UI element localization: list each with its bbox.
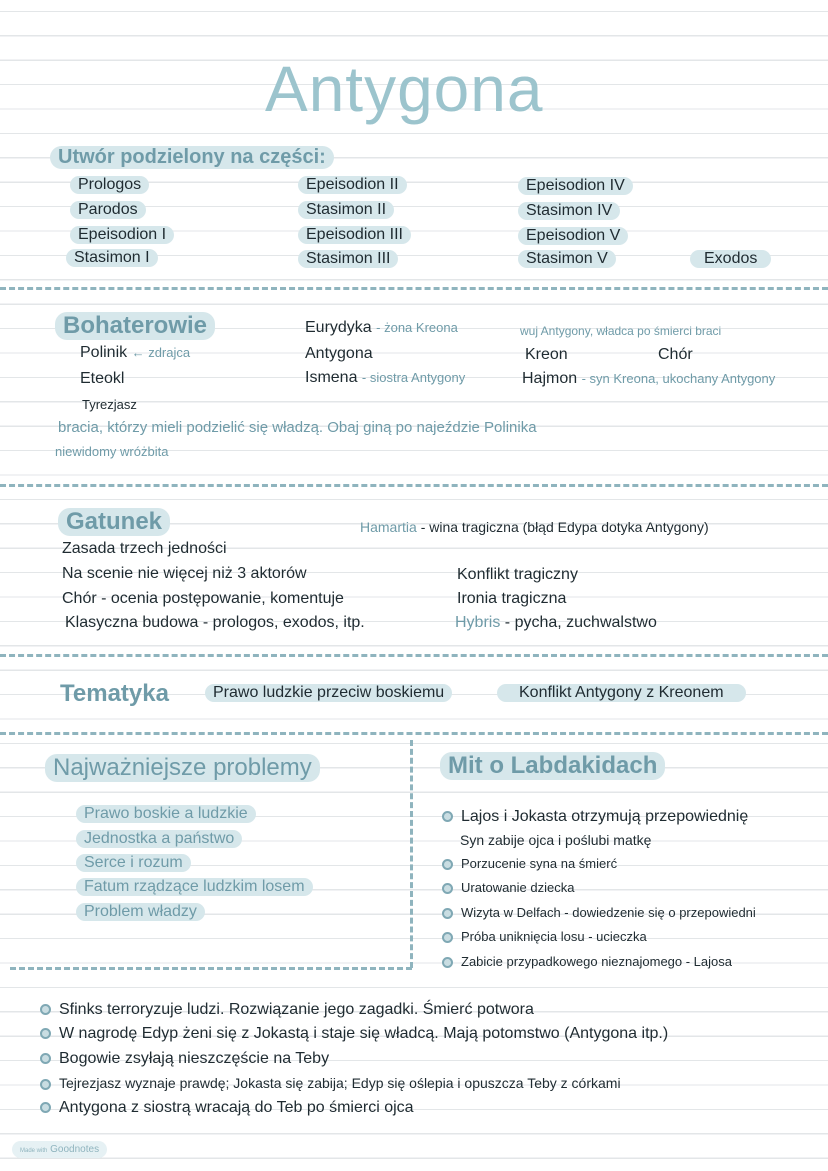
- bullet-icon: [442, 932, 453, 943]
- bullet-icon: [442, 883, 453, 894]
- myth-item: Wizyta w Delfach - dowiedzenie się o przepowiedni: [442, 905, 756, 920]
- divider: [0, 654, 828, 657]
- myth-item: Syn zabije ojca i poślubi matkę: [460, 832, 652, 848]
- part: Exodos: [690, 250, 771, 268]
- character-note: - żona Kreona: [376, 320, 458, 335]
- problem-item: Problem władzy: [76, 903, 205, 921]
- bullet-icon: [40, 1102, 51, 1113]
- character: [305, 369, 465, 387]
- problem-item: Prawo boskie a ludzkie: [76, 805, 256, 823]
- character: Antygona: [305, 345, 373, 362]
- character-note: niewidomy wróżbita: [55, 444, 169, 459]
- term: Hybris: [455, 614, 501, 631]
- genre-item: Na scenie nie więcej niż 3 aktorów: [62, 565, 307, 582]
- part: Epeisodion IV: [518, 177, 633, 195]
- myth-item: Sfinks terroryzuje ludzi. Rozwiązanie jego zagadki. Śmierć potwora: [40, 1001, 534, 1019]
- myth-item: Próba uniknięcia losu - ucieczka: [442, 929, 647, 944]
- bullet-icon: [40, 1053, 51, 1064]
- character-note: bracia, którzy mieli podzielić się władzą. Obaj giną po najeździe Polinika: [58, 419, 537, 436]
- myth-item: W nagrodę Edyp żeni się z Jokastą i staje się władcą. Mają potomstwo (Antygona itp.): [40, 1025, 668, 1043]
- divider: [0, 287, 828, 290]
- goodnotes-badge[interactable]: [12, 1141, 107, 1158]
- part: Stasimon III: [298, 250, 398, 268]
- bullet-icon: [442, 908, 453, 919]
- badge-prefix: Made with: [20, 1148, 48, 1154]
- problem-item: Fatum rządzące ludzkim losem: [76, 878, 313, 896]
- column-divider: [410, 740, 413, 968]
- part: Epeisodion I: [70, 226, 174, 244]
- bullet-icon: [442, 859, 453, 870]
- myth-item: Uratowanie dziecka: [442, 880, 574, 895]
- character: Chór: [658, 346, 693, 363]
- character: Tyrezjasz: [82, 397, 137, 412]
- genre-item: Konflikt tragiczny: [457, 566, 578, 583]
- part: Epeisodion V: [518, 227, 628, 245]
- myth-item: Porzucenie syna na śmierć: [442, 856, 617, 871]
- term-note: - pycha, zuchwalstwo: [504, 614, 657, 631]
- divider: [10, 967, 412, 970]
- bullet-icon: [442, 957, 453, 968]
- term-note: - wina tragiczna (błąd Edypa dotyka Antygony): [420, 519, 709, 535]
- character-note: ← zdrajca: [131, 345, 191, 360]
- structure-heading: Utwór podzielony na części:: [50, 146, 334, 169]
- part: Epeisodion III: [298, 226, 411, 244]
- bullet-icon: [40, 1004, 51, 1015]
- problem-item: Serce i rozum: [76, 854, 191, 872]
- part: Stasimon II: [298, 201, 394, 219]
- character: Kreon: [525, 346, 568, 363]
- myth-item: Tejrezjasz wyznaje prawdę; Jokasta się zabija; Edyp się oślepia i opuszcza Teby z córkami: [40, 1075, 621, 1091]
- problems-heading: Najważniejsze problemy: [45, 754, 320, 782]
- part: Epeisodion II: [298, 176, 407, 194]
- myth-item: Antygona z siostrą wracają do Teb po śmierci ojca: [40, 1099, 414, 1117]
- genre-item: Zasada trzech jedności: [62, 540, 227, 557]
- page-title: Antygona: [265, 53, 544, 125]
- genre-item: [360, 519, 709, 535]
- problem-item: Jednostka a państwo: [76, 830, 242, 848]
- theme-item: Prawo ludzkie przeciw boskiemu: [205, 684, 452, 702]
- genre-heading: Gatunek: [58, 508, 170, 536]
- part: Stasimon V: [518, 250, 616, 268]
- bullet-icon: [442, 811, 453, 822]
- theme-item: Konflikt Antygony z Kreonem: [497, 684, 746, 702]
- character-name: Eurydyka: [305, 319, 372, 336]
- divider: [0, 732, 828, 735]
- character: [522, 370, 775, 388]
- bullet-icon: [40, 1079, 51, 1090]
- bullet-icon: [40, 1028, 51, 1039]
- genre-item: Ironia tragiczna: [457, 590, 567, 607]
- divider: [0, 484, 828, 487]
- character-note: - siostra Antygony: [361, 370, 466, 385]
- myth-item: Bogowie zsyłają nieszczęście na Teby: [40, 1050, 329, 1068]
- myth-item: Zabicie przypadkowego nieznajomego - Lajosa: [442, 954, 732, 969]
- character-name: Ismena: [305, 369, 358, 386]
- character-name: Polinik: [80, 344, 128, 361]
- character: [305, 319, 458, 337]
- myth-item: Lajos i Jokasta otrzymują przepowiednię: [442, 808, 748, 826]
- character-note: - syn Kreona, ukochany Antygony: [581, 371, 776, 386]
- part: Stasimon I: [66, 249, 158, 267]
- part: Parodos: [70, 201, 146, 219]
- genre-item: Chór - ocenia postępowanie, komentuje: [62, 590, 344, 607]
- character: Eteokl: [80, 370, 125, 387]
- character: [80, 344, 190, 362]
- character-name: Hajmon: [522, 370, 578, 387]
- genre-item: Klasyczna budowa - prologos, exodos, itp.: [65, 614, 365, 631]
- characters-heading: Bohaterowie: [55, 312, 215, 340]
- part: Prologos: [70, 176, 149, 194]
- badge-brand: Goodnotes: [50, 1144, 100, 1155]
- part: Stasimon IV: [518, 202, 620, 220]
- genre-item: [455, 614, 657, 632]
- term: Hamartia: [360, 519, 417, 535]
- myth-heading: Mit o Labdakidach: [440, 752, 665, 780]
- theme-heading: Tematyka: [60, 680, 169, 707]
- character-note: wuj Antygony, władca po śmierci braci: [520, 324, 722, 338]
